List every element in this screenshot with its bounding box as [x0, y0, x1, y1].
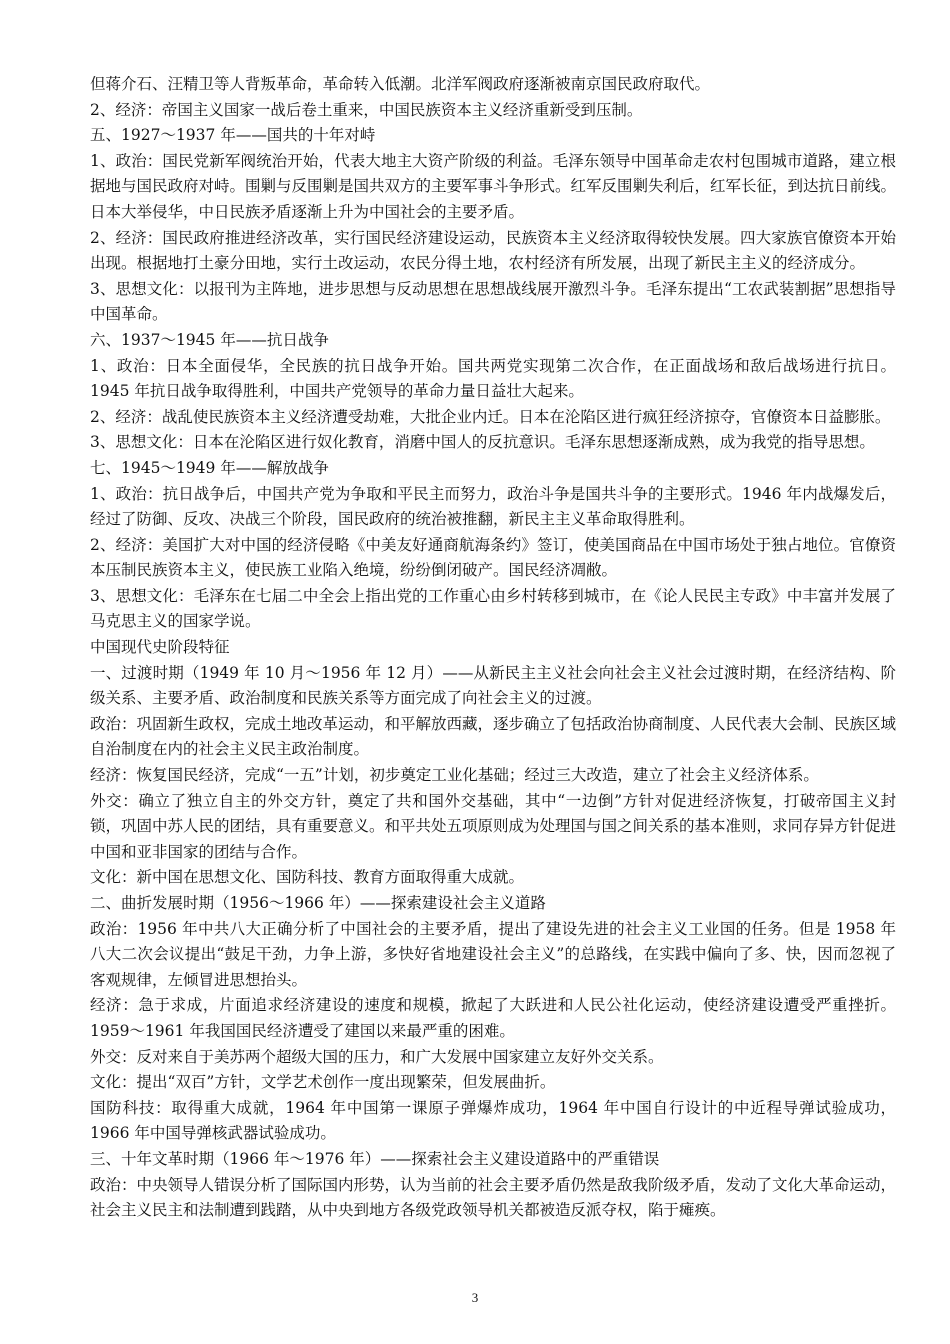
paragraph-culture: 文化：提出“双百”方针，文学艺术创作一度出现繁荣，但发展曲折。: [90, 1073, 556, 1092]
page-number: 3: [471, 1290, 479, 1305]
paragraph-politics: 政治：中央领导人错误分析了国际国内形势，认为当前的社会主要矛盾仍然是敌我阶级矛盾，发动了文化大革命运动，社会主义民主和法制遭到践踏，从中央到地方各级党政领导机关都被造反派夺权，陷于瘫痪。: [90, 1175, 897, 1220]
paragraph-politics: 政治：巩固新生政权，完成土地改革运动，和平解放西藏，逐步确立了包括政治协商制度、人民代表大会制、民族区域自治制度在内的社会主义民主政治制度。: [90, 714, 897, 759]
paragraph-politics: 1、政治：国民党新军阀统治开始，代表大地主大资产阶级的利益。毛泽东领导中国革命走农村包围城市道路，建立根据地与国民政府对峙。围剿与反围剿是国共双方的主要军事斗争形式。红军反围剿失利后，红军长征，到达抗日前线。日本大举侵华，中日民族矛盾逐渐上升为中国社会的主要矛盾。: [90, 151, 897, 221]
paragraph-defense-tech: 国防科技：取得重大成就，1964 年中国第一课原子弹爆炸成功，1964 年中国自行设计的中近程导弹试验成功，1966 年中国导弹核武器试验成功。: [90, 1098, 896, 1143]
paragraph-economy: 经济：恢复国民经济，完成“一五”计划，初步奠定工业化基础；经过三大改造，建立了社会主义经济体系。: [90, 766, 819, 785]
section-heading-5: 五、1927～1937 年——国共的十年对峙: [90, 126, 376, 145]
paragraph-culture: 3、思想文化：日本在沦陷区进行奴化教育，消磨中国人的反抗意识。毛泽东思想逐渐成熟，成为我党的指导思想。: [90, 433, 875, 452]
section-heading-7: 七、1945～1949 年——解放战争: [90, 458, 329, 477]
paragraph-politics: 1、政治：抗日战争后，中国共产党为争取和平民主而努力，政治斗争是国共斗争的主要形式。1946 年内战爆发后，经过了防御、反攻、决战三个阶段，国民政府的统治被推翻，新民主主义革命取得胜利。: [90, 484, 896, 529]
paragraph-economy: 2、经济：美国扩大对中国的经济侵略《中美友好通商航海条约》签订，使美国商品在中国市场处于独占地位。官僚资本压制民族资本主义，使民族工业陷入绝境，纷纷倒闭破产。国民经济凋敝。: [90, 535, 896, 580]
section-heading-6: 六、1937～1945 年——抗日战争: [90, 330, 329, 349]
paragraph-economy: 经济：急于求成，片面追求经济建设的速度和规模，掀起了大跃进和人民公社化运动，使经济建设遭受严重挫折。1959～1961 年我国国民经济遭受了建国以来最严重的困难。: [90, 996, 896, 1040]
paragraph-economy: 2、经济：国民政府推进经济改革，实行国民经济建设运动，民族资本主义经济取得较快发展。四大家族官僚资本开始出现。根据地打土豪分田地，实行土改运动，农民分得土地，农村经济有所发展，出现了新民主主义的经济成分。: [90, 228, 896, 273]
paragraph-politics: 政治：1956 年中共八大正确分析了中国社会的主要矛盾，提出了建设先进的社会主义工业国的任务。但是 1958 年八大二次会议提出“鼓足干劲，力争上游，多快好省地建设社会主义”的总路线，在实践中偏向了多、快，因而忽视了客观规律，左倾冒进思想抬头。: [90, 919, 896, 989]
paragraph-culture: 3、思想文化：毛泽东在七届二中全会上指出党的工作重心由乡村转移到城市，在《论人民民主专政》中丰富并发展了马克思主义的国家学说。: [90, 586, 896, 631]
paragraph-economy: 2、经济：帝国主义国家一战后卷土重来，中国民族资本主义经济重新受到压制。: [90, 100, 643, 119]
paragraph-continuation: 但蒋介石、汪精卫等人背叛革命，革命转入低潮。北洋军阀政府逐渐被南京国民政府取代。: [90, 75, 711, 93]
section-heading-cultural-revolution: 三、十年文革时期（1966 年～1976 年）——探索社会主义建设道路中的严重错误: [90, 1149, 660, 1168]
section-heading-tortuous: 二、曲折发展时期（1956～1966 年）——探索建设社会主义道路: [90, 894, 546, 912]
chapter-heading: 中国现代史阶段特征: [90, 638, 230, 657]
paragraph-culture: 文化：新中国在思想文化、国防科技、教育方面取得重大成就。: [90, 868, 525, 887]
paragraph-politics: 1、政治：日本全面侵华，全民族的抗日战争开始。国共两党实现第二次合作，在正面战场和敌后战场进行抗日。1945 年抗日战争取得胜利，中国共产党领导的革命力量日益壮大起来。: [90, 356, 896, 401]
document-body: [90, 72, 896, 1224]
paragraph-diplomacy: 外交：确立了独立自主的外交方针，奠定了共和国外交基础，其中“一边倒”方针对促进经济恢复，打破帝国主义封锁，巩固中苏人民的团结，具有重要意义。和平共处五项原则成为处理国与国之间关系的基本准则，求同存异方针促进中国和亚非国家的团结与合作。: [90, 791, 897, 861]
paragraph-culture: 3、思想文化：以报刊为主阵地，进步思想与反动思想在思想战线展开激烈斗争。毛泽东提出“工农武装割据”思想指导中国革命。: [90, 279, 896, 324]
paragraph-economy: 2、经济：战乱使民族资本主义经济遭受劫难，大批企业内迁。日本在沦陷区进行疯狂经济掠夺，官僚资本日益膨胀。: [90, 407, 891, 426]
paragraph-diplomacy: 外交：反对来自于美苏两个超级大国的压力，和广大发展中国家建立友好外交关系。: [90, 1047, 664, 1066]
section-heading-transition: 一、过渡时期（1949 年 10 月～1956 年 12 月）——从新民主主义社会向社会主义社会过渡时期，在经济结构、阶级关系、主要矛盾、政治制度和民族关系等方面完成了向社会主义的过渡。: [90, 663, 896, 708]
